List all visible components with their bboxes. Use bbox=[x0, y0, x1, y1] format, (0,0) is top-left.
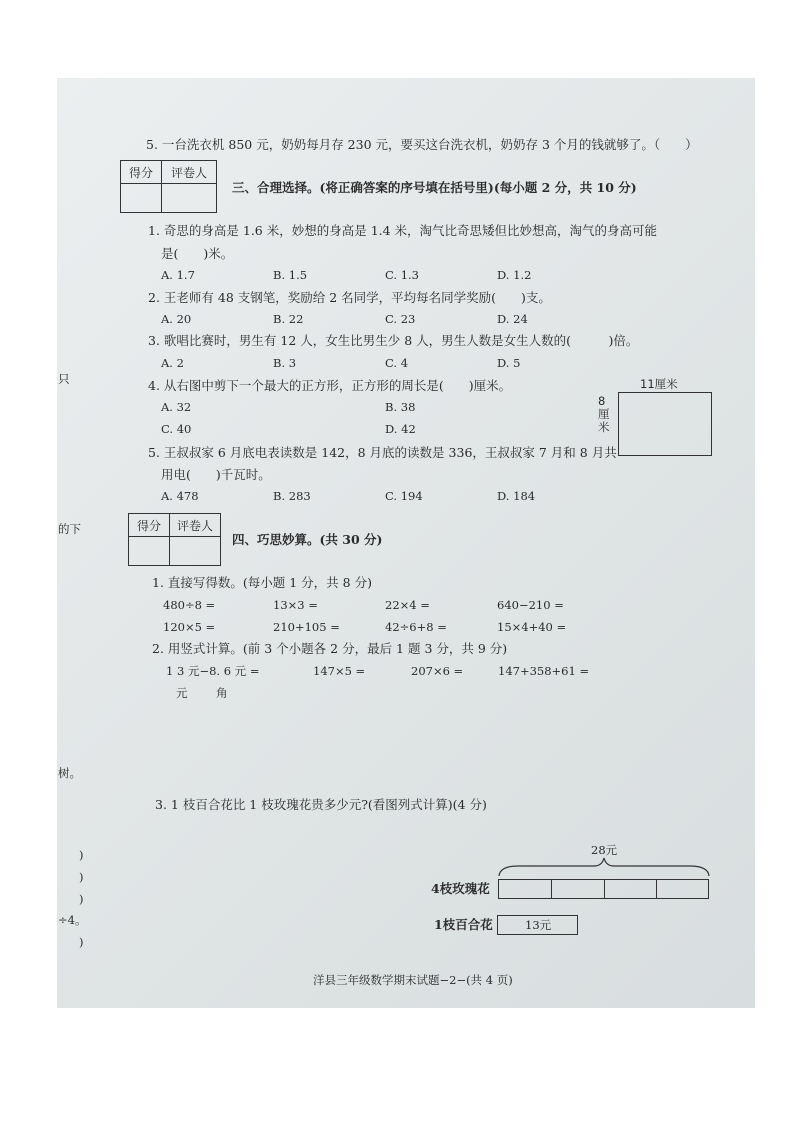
option: C. 4 bbox=[385, 356, 409, 370]
option: B. 3 bbox=[273, 356, 297, 370]
margin-fragment: ) bbox=[79, 935, 84, 949]
score-label: 得分 bbox=[121, 161, 162, 184]
p3-q4: 4. 从右图中剪下一个最大的正方形，正方形的周长是( )厘米。 bbox=[148, 378, 512, 393]
rose-segment bbox=[656, 879, 709, 899]
rose-segment bbox=[498, 879, 552, 899]
rect-width-label: 11厘米 bbox=[640, 377, 678, 391]
option: B. 1.5 bbox=[273, 268, 308, 282]
part3-title: 三、合理选择。(将正确答案的序号填在括号里)(每小题 2 分，共 10 分) bbox=[232, 180, 637, 195]
reviewer-cell[interactable] bbox=[162, 184, 217, 213]
score-label: 得分 bbox=[129, 514, 170, 537]
score-box bbox=[120, 160, 217, 213]
p4-q3-title: 3. 1 枝百合花比 1 枝玫瑰花贵多少元?(看图列式计算)(4 分) bbox=[155, 797, 487, 812]
option: A. 478 bbox=[161, 489, 199, 503]
rose-label: 4枝玫瑰花 bbox=[431, 881, 490, 896]
option: D. 5 bbox=[497, 356, 521, 370]
p4-q2-title: 2. 用竖式计算。(前 3 个小题各 2 分，最后 1 题 3 分，共 9 分) bbox=[152, 641, 508, 656]
margin-fragment: ) bbox=[79, 870, 84, 884]
reviewer-label: 评卷人 bbox=[170, 514, 221, 537]
p4-q1-title: 1. 直接写得数。(每小题 1 分，共 8 分) bbox=[152, 575, 372, 590]
score-cell[interactable] bbox=[121, 184, 162, 213]
margin-fragment: ) bbox=[79, 892, 84, 906]
option: D. 24 bbox=[497, 312, 528, 326]
p3-q1-line2: 是( )米。 bbox=[161, 246, 234, 261]
p3-q2: 2. 王老师有 48 支钢笔，奖励给 2 名同学，平均每名同学奖励( )支。 bbox=[148, 290, 551, 305]
calc-item: 210+105 = bbox=[273, 620, 340, 634]
calc-item: 13×3 = bbox=[273, 598, 318, 612]
margin-fragment: 的下 bbox=[58, 522, 81, 536]
calc-item: 22×4 = bbox=[385, 598, 430, 612]
vertical-calc-item: 147+358+61 = bbox=[498, 664, 590, 678]
rect-height-label: 8厘米 bbox=[598, 394, 610, 434]
option: B. 38 bbox=[385, 400, 416, 414]
margin-fragment: ÷4。 bbox=[58, 913, 87, 927]
brace bbox=[498, 856, 710, 878]
option: D. 42 bbox=[385, 422, 416, 436]
option: C. 1.3 bbox=[385, 268, 419, 282]
option: A. 2 bbox=[161, 356, 184, 370]
lily-price: 13元 bbox=[525, 918, 552, 932]
option: D. 1.2 bbox=[497, 268, 532, 282]
p3-q5-line1: 5. 王叔叔家 6 月底电表读数是 142，8 月底的读数是 336，王叔叔家 7 月和 8 月共 bbox=[148, 445, 617, 460]
vertical-calc-item: 1 3 元−8. 6 元 = bbox=[166, 664, 260, 678]
score-cell[interactable] bbox=[129, 537, 170, 566]
unit-yuan: 元 bbox=[176, 686, 188, 700]
part4-title: 四、巧思妙算。(共 30 分) bbox=[232, 532, 383, 547]
calc-item: 120×5 = bbox=[163, 620, 216, 634]
option: B. 283 bbox=[273, 489, 311, 503]
option: C. 23 bbox=[385, 312, 416, 326]
option: C. 40 bbox=[161, 422, 192, 436]
p3-q1-line1: 1. 奇思的身高是 1.6 米，妙想的身高是 1.4 米，淘气比奇思矮但比妙想高，淘气的身高可能 bbox=[148, 223, 658, 238]
p3-q3: 3. 歌唱比赛时，男生有 12 人，女生比男生少 8 人，男生人数是女生人数的( )倍。 bbox=[148, 333, 639, 348]
part2-question-5: 5. 一台洗衣机 850 元，奶奶每月存 230 元，要买这台洗衣机，奶奶存 3 个月的钱就够了。（ ） bbox=[146, 137, 698, 152]
option: C. 194 bbox=[385, 489, 423, 503]
unit-jiao: 角 bbox=[216, 686, 228, 700]
option: D. 184 bbox=[497, 489, 536, 503]
option: A. 1.7 bbox=[161, 268, 195, 282]
vertical-calc-item: 207×6 = bbox=[411, 664, 464, 678]
p3-q5-line2: 用电( )千瓦时。 bbox=[161, 467, 271, 482]
margin-fragment: ) bbox=[79, 848, 84, 862]
reviewer-cell[interactable] bbox=[170, 537, 221, 566]
page-footer: 洋县三年级数学期末试题−2−(共 4 页) bbox=[313, 973, 513, 987]
margin-fragment: 只 bbox=[58, 372, 70, 386]
option: A. 32 bbox=[161, 400, 192, 414]
score-box bbox=[128, 513, 221, 566]
vertical-calc-item: 147×5 = bbox=[313, 664, 366, 678]
calc-item: 42÷6+8 = bbox=[385, 620, 447, 634]
option: B. 22 bbox=[273, 312, 304, 326]
rectangle-figure bbox=[618, 392, 712, 456]
diagram-total-label: 28元 bbox=[591, 843, 618, 857]
calc-item: 15×4+40 = bbox=[497, 620, 567, 634]
option: A. 20 bbox=[161, 312, 192, 326]
reviewer-label: 评卷人 bbox=[162, 161, 217, 184]
lily-label: 1枝百合花 bbox=[434, 917, 493, 932]
calc-item: 480÷8 = bbox=[163, 598, 216, 612]
calc-item: 640−210 = bbox=[497, 598, 564, 612]
margin-fragment: 树。 bbox=[58, 766, 81, 780]
rose-segment bbox=[551, 879, 605, 899]
rose-segment bbox=[604, 879, 657, 899]
